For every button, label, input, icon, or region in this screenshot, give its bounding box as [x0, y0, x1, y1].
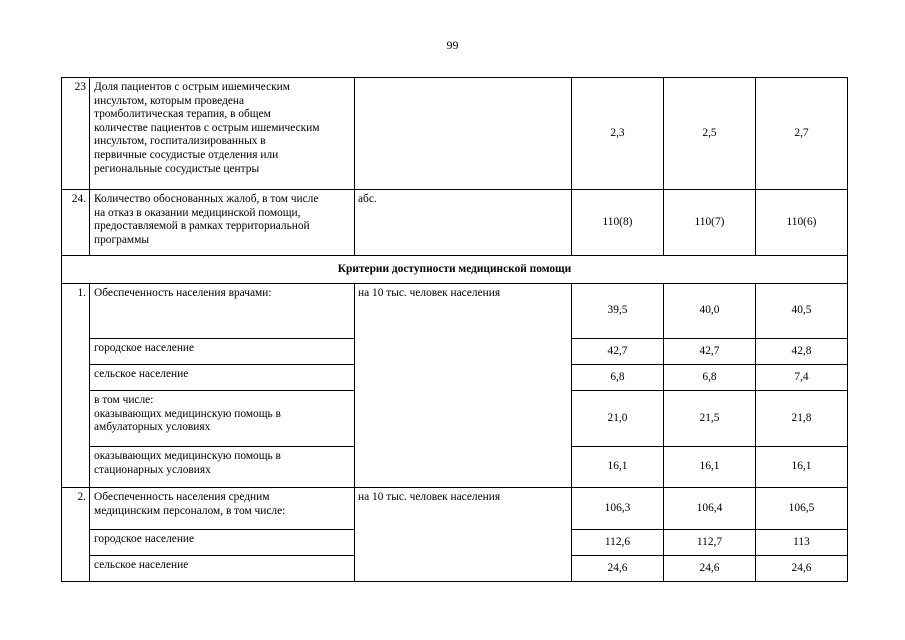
indicator-line: сельское население [94, 559, 189, 571]
value-cell: 24,6 [756, 556, 848, 582]
value-cell: 2,7 [756, 78, 848, 190]
value-cell: 40,5 [756, 284, 848, 339]
table-row-2 [62, 488, 848, 530]
indicator-cell [90, 556, 355, 582]
indicator-line: предоставляемой в рамках территориальной [94, 220, 310, 233]
value-cell: 106,4 [664, 488, 756, 530]
value-cell: 21,0 [572, 391, 664, 447]
indicator-line: Количество обоснованных жалоб, в том числе [94, 193, 319, 205]
value-cell: 24,6 [572, 556, 664, 582]
value-cell: 16,1 [664, 447, 756, 488]
value-cell: 42,7 [664, 339, 756, 365]
unit-cell [355, 78, 572, 190]
indicator-cell [90, 78, 355, 190]
value-cell: 24,6 [664, 556, 756, 582]
value-cell: 2,5 [664, 78, 756, 190]
value-cell: 106,3 [572, 488, 664, 530]
value-cell: 6,8 [572, 365, 664, 391]
indicators-table [61, 77, 848, 582]
value-cell: 16,1 [756, 447, 848, 488]
value-cell: 16,1 [572, 447, 664, 488]
indicator-line: оказывающих медицинскую помощь в [94, 450, 281, 462]
indicator-line: стационарных условиях [94, 463, 211, 476]
indicator-cell [90, 391, 355, 447]
indicator-line: медицинским персоналом, в том числе: [94, 504, 286, 517]
value-cell: 110(7) [664, 190, 756, 256]
row-number: 23 [62, 78, 90, 190]
unit-cell: на 10 тыс. человек населения [355, 488, 572, 582]
value-cell: 2,3 [572, 78, 664, 190]
value-cell: 42,7 [572, 339, 664, 365]
value-cell: 110(8) [572, 190, 664, 256]
value-cell: 106,5 [756, 488, 848, 530]
indicator-line: Доля пациентов с острым ишемическим [94, 81, 290, 93]
indicator-line: первичные сосудистые отделения или [94, 148, 279, 161]
value-cell: 110(6) [756, 190, 848, 256]
table-row-23 [62, 78, 848, 190]
indicator-line: инсультом, госпитализированных в [94, 135, 266, 148]
value-cell: 112,6 [572, 530, 664, 556]
indicator-cell [90, 284, 355, 339]
indicator-line: в том числе: [94, 394, 154, 406]
indicator-line: городское население [94, 533, 195, 545]
section-title: Критерии доступности медицинской помощи [62, 256, 848, 284]
row-number: 24. [62, 190, 90, 256]
page-number: 99 [446, 38, 459, 52]
indicator-cell [90, 339, 355, 365]
table-row-1 [62, 284, 848, 339]
value-cell: 7,4 [756, 365, 848, 391]
table-row-24 [62, 190, 848, 256]
indicator-line: на отказ в оказании медицинской помощи, [94, 206, 301, 219]
row-number: 2. [62, 488, 90, 582]
section-row [62, 256, 848, 284]
value-cell: 112,7 [664, 530, 756, 556]
value-cell: 42,8 [756, 339, 848, 365]
value-cell: 39,5 [572, 284, 664, 339]
value-cell: 113 [756, 530, 848, 556]
indicator-line: оказывающих медицинскую помощь в [94, 407, 281, 420]
unit-cell: абс. [355, 190, 572, 256]
indicator-cell [90, 365, 355, 391]
indicator-cell [90, 447, 355, 488]
value-cell: 21,8 [756, 391, 848, 447]
indicator-cell [90, 190, 355, 256]
value-cell: 40,0 [664, 284, 756, 339]
indicator-line: городское население [94, 342, 195, 354]
indicator-cell [90, 488, 355, 530]
indicator-line: амбулаторных условиях [94, 421, 211, 434]
value-cell: 6,8 [664, 365, 756, 391]
indicator-line: сельское население [94, 368, 189, 380]
indicator-line: количестве пациентов с острым ишемическим [94, 121, 320, 134]
indicator-line: программы [94, 233, 149, 246]
row-number: 1. [62, 284, 90, 488]
indicator-line: региональные сосудистые центры [94, 162, 260, 175]
value-cell: 21,5 [664, 391, 756, 447]
indicator-line: тромболитическая терапия, в общем [94, 108, 271, 121]
indicator-cell [90, 530, 355, 556]
indicator-line: Обеспеченность населения средним [94, 491, 270, 503]
indicator-line: Обеспеченность населения врачами: [94, 287, 272, 299]
unit-cell: на 10 тыс. человек населения [355, 284, 572, 488]
indicator-line: инсультом, которым проведена [94, 94, 245, 107]
